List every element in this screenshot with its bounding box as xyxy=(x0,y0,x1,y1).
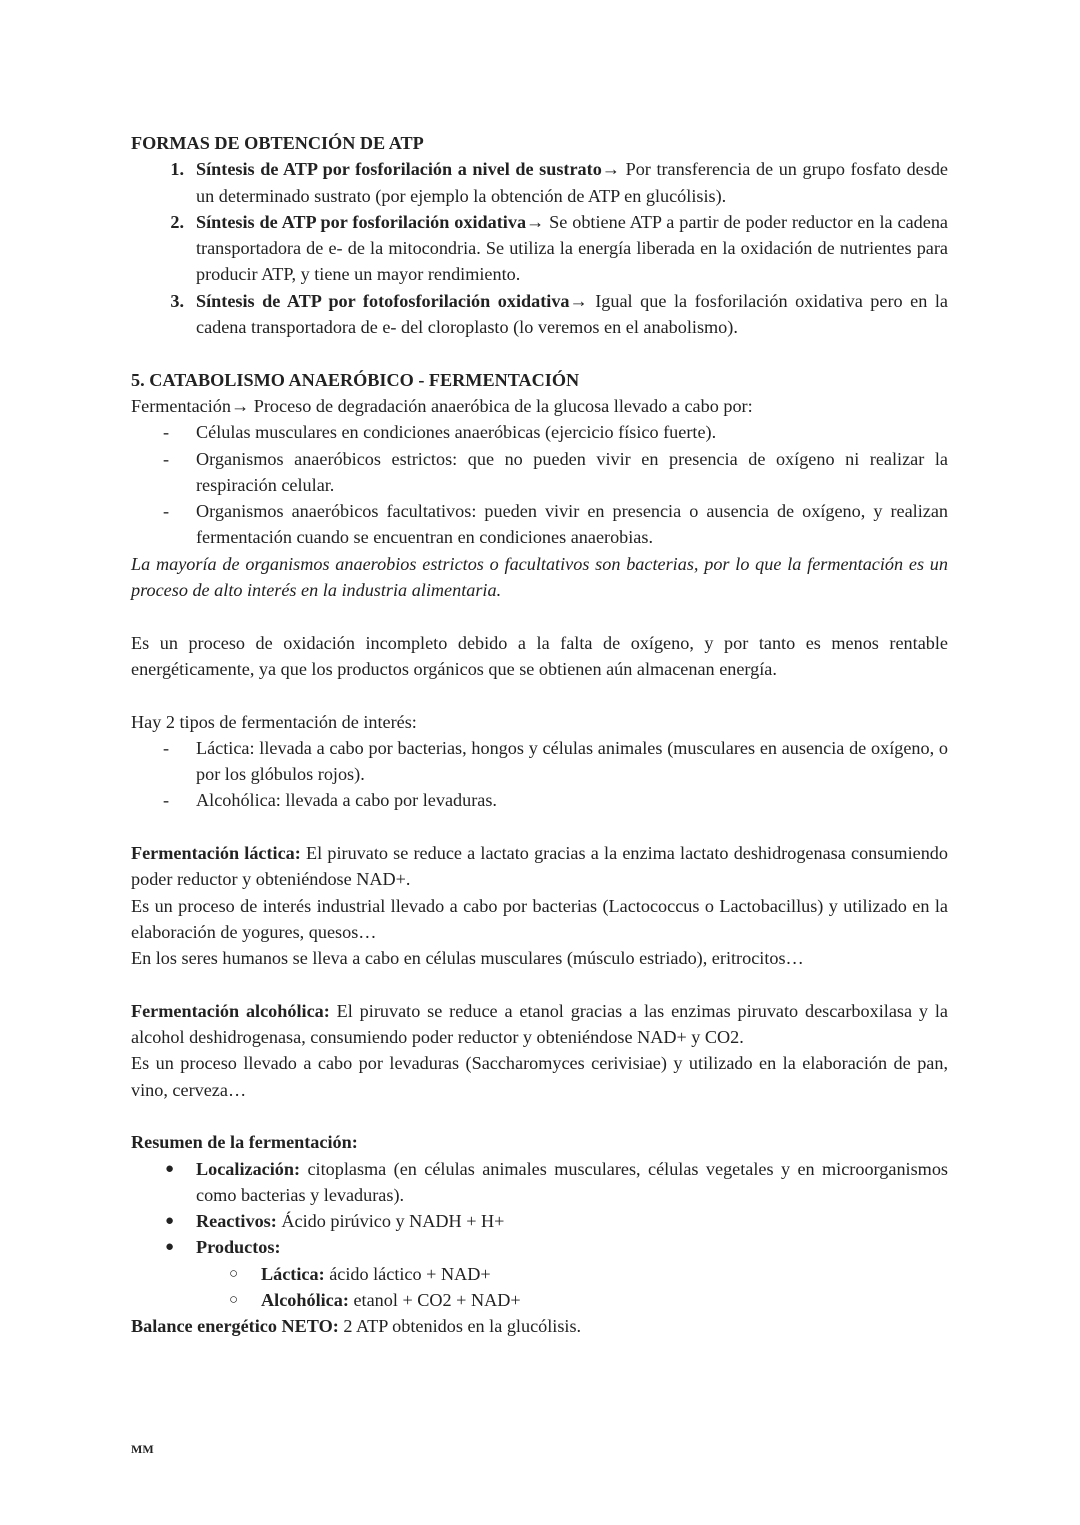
fermentation-intro: Fermentación→ Proceso de degradación anaeróbica de la glucosa llevado a cabo por: xyxy=(131,395,753,416)
section-title-fermentation: 5. CATABOLISMO ANAERÓBICO - FERMENTACIÓN xyxy=(131,369,580,390)
paragraph-incomplete-oxidation: Es un proceso de oxidación incompleto debido a la falta de oxígeno, y por tanto es menos rentable energéticamente, ya que los productos orgánicos que se obtienen aún almacenan energía. xyxy=(131,632,948,679)
list-item xyxy=(131,1208,948,1234)
lactic-label: Fermentación láctica: xyxy=(131,843,301,864)
item-text: Por transferencia de un grupo fosfato desde un determinado sustrato (por ejemplo la obtención de ATP en glucólisis). xyxy=(196,159,949,206)
item-text: Láctica: llevada a cabo por bacterias, hongos y células animales (musculares en ausencia de oxígeno, o por los glóbulos rojos). xyxy=(196,737,948,785)
dash-marker: - xyxy=(163,448,170,469)
balance-line xyxy=(131,1313,948,1339)
dash-marker: - xyxy=(163,422,170,443)
react-text: Ácido pirúvico y NADH + H+ xyxy=(276,1211,505,1232)
types-intro: Hay 2 tipos de fermentación de interés: xyxy=(131,711,417,732)
circle-marker: ○ xyxy=(229,1265,239,1282)
bullet-marker: ● xyxy=(165,1160,175,1177)
list-item xyxy=(131,498,948,551)
list-item xyxy=(131,1287,948,1313)
lactic-product-label: Láctica: xyxy=(261,1263,325,1284)
alcoholic-text: El piruvato se reduce a etanol gracias a las enzimas piruvato descarboxilasa y la alcohol deshidrogenasa, consumiendo poder reductor y obteniéndose NAD+ y CO2. xyxy=(131,1000,948,1048)
dash-marker: - xyxy=(163,501,170,522)
atp-methods-list xyxy=(131,156,948,340)
document-page xyxy=(131,130,948,1340)
dash-marker: - xyxy=(163,790,170,811)
balance-label: Balance energético NETO: xyxy=(131,1316,339,1337)
alcoholic-paragraph xyxy=(131,998,948,1051)
list-item xyxy=(131,787,948,813)
alcoholic-label: Fermentación alcohólica: xyxy=(131,1000,330,1021)
loc-text: citoplasma (en células animales musculares, células vegetales y en microorganismos como bacterias y levaduras). xyxy=(196,1158,948,1205)
list-item xyxy=(131,1261,948,1287)
summary-title: Resumen de la fermentación: xyxy=(131,1132,358,1153)
list-item xyxy=(131,156,948,209)
item-heading: Síntesis de ATP por fosforilación a nivel de sustrato→ xyxy=(196,159,620,180)
list-item xyxy=(131,419,948,445)
prod-label: Productos: xyxy=(196,1237,281,1258)
bullet-marker: ● xyxy=(165,1239,175,1256)
item-text: Organismos anaeróbicos estrictos: que no pueden vivir en presencia de oxígeno ni realizar la respiración celular. xyxy=(196,448,948,495)
lactic-text: El piruvato se reduce a lactato gracias a la enzima lactato deshidrogenasa consumiendo poder reductor y obteniéndose NAD+. xyxy=(131,843,948,890)
loc-label: Localización: xyxy=(196,1158,301,1179)
list-item xyxy=(131,1156,948,1209)
item-heading: Síntesis de ATP por fotofosforilación oxidativa→ xyxy=(196,290,588,311)
lactic-paragraph xyxy=(131,840,948,893)
list-item xyxy=(131,288,948,341)
list-item xyxy=(131,1234,948,1260)
list-number: 2. xyxy=(170,211,184,232)
bullet-marker: ● xyxy=(165,1213,175,1230)
list-number: 3. xyxy=(170,290,184,311)
circle-marker: ○ xyxy=(229,1292,239,1309)
list-item xyxy=(131,209,948,288)
item-text: Células musculares en condiciones anaeróbicas (ejercicio físico fuerte). xyxy=(196,422,717,443)
item-text: Alcohólica: llevada a cabo por levaduras. xyxy=(196,790,497,811)
item-heading: Síntesis de ATP por fosforilación oxidativa→ xyxy=(196,211,545,232)
section-title-atp: FORMAS DE OBTENCIÓN DE ATP xyxy=(131,133,424,153)
list-item xyxy=(131,446,948,499)
item-text: Organismos anaeróbicos facultativos: pueden vivir en presencia o ausencia de oxígeno, y realizan fermentación cuando se encuentran en condiciones anaerobias. xyxy=(196,501,948,548)
italic-note: La mayoría de organismos anaerobios estrictos o facultativos son bacterias, por lo que la fermentación es un proceso de alto interés en la industria alimentaria. xyxy=(131,553,948,601)
balance-text: 2 ATP obtenidos en la glucólisis. xyxy=(338,1316,582,1337)
lactic-industrial: Es un proceso de interés industrial llevado a cabo por bacterias (Lactococcus o Lactobacillus) y utilizado en la elaboración de yogures, quesos… xyxy=(131,895,948,942)
list-number: 1. xyxy=(170,159,184,180)
list-item xyxy=(131,735,948,788)
alc-product-text: etanol + CO2 + NAD+ xyxy=(348,1290,521,1311)
lactic-product-text: ácido láctico + NAD+ xyxy=(324,1263,491,1284)
alcoholic-industrial: Es un proceso llevado a cabo por levaduras (Saccharomyces cerivisiae) y utilizado en la elaboración de pan, vino, cerveza… xyxy=(131,1053,948,1100)
react-label: Reactivos: xyxy=(196,1211,277,1232)
footer-initials: MM xyxy=(131,1442,154,1456)
lactic-humans: En los seres humanos se lleva a cabo en células musculares (músculo estriado), eritrocitos… xyxy=(131,948,804,969)
dash-marker: - xyxy=(163,737,170,758)
alc-product-label: Alcohólica: xyxy=(261,1290,349,1311)
item-text: Se obtiene ATP a partir de poder reductor en la cadena transportadora de e- de la mitocondria. Se utiliza la energía liberada en la oxidación de nutrientes para producir ATP, y tiene un mayor rendimiento. xyxy=(196,211,948,285)
item-text: Igual que la fosforilación oxidativa pero en la cadena transportadora de e- del cloroplasto (lo veremos en el anabolismo). xyxy=(196,290,948,338)
